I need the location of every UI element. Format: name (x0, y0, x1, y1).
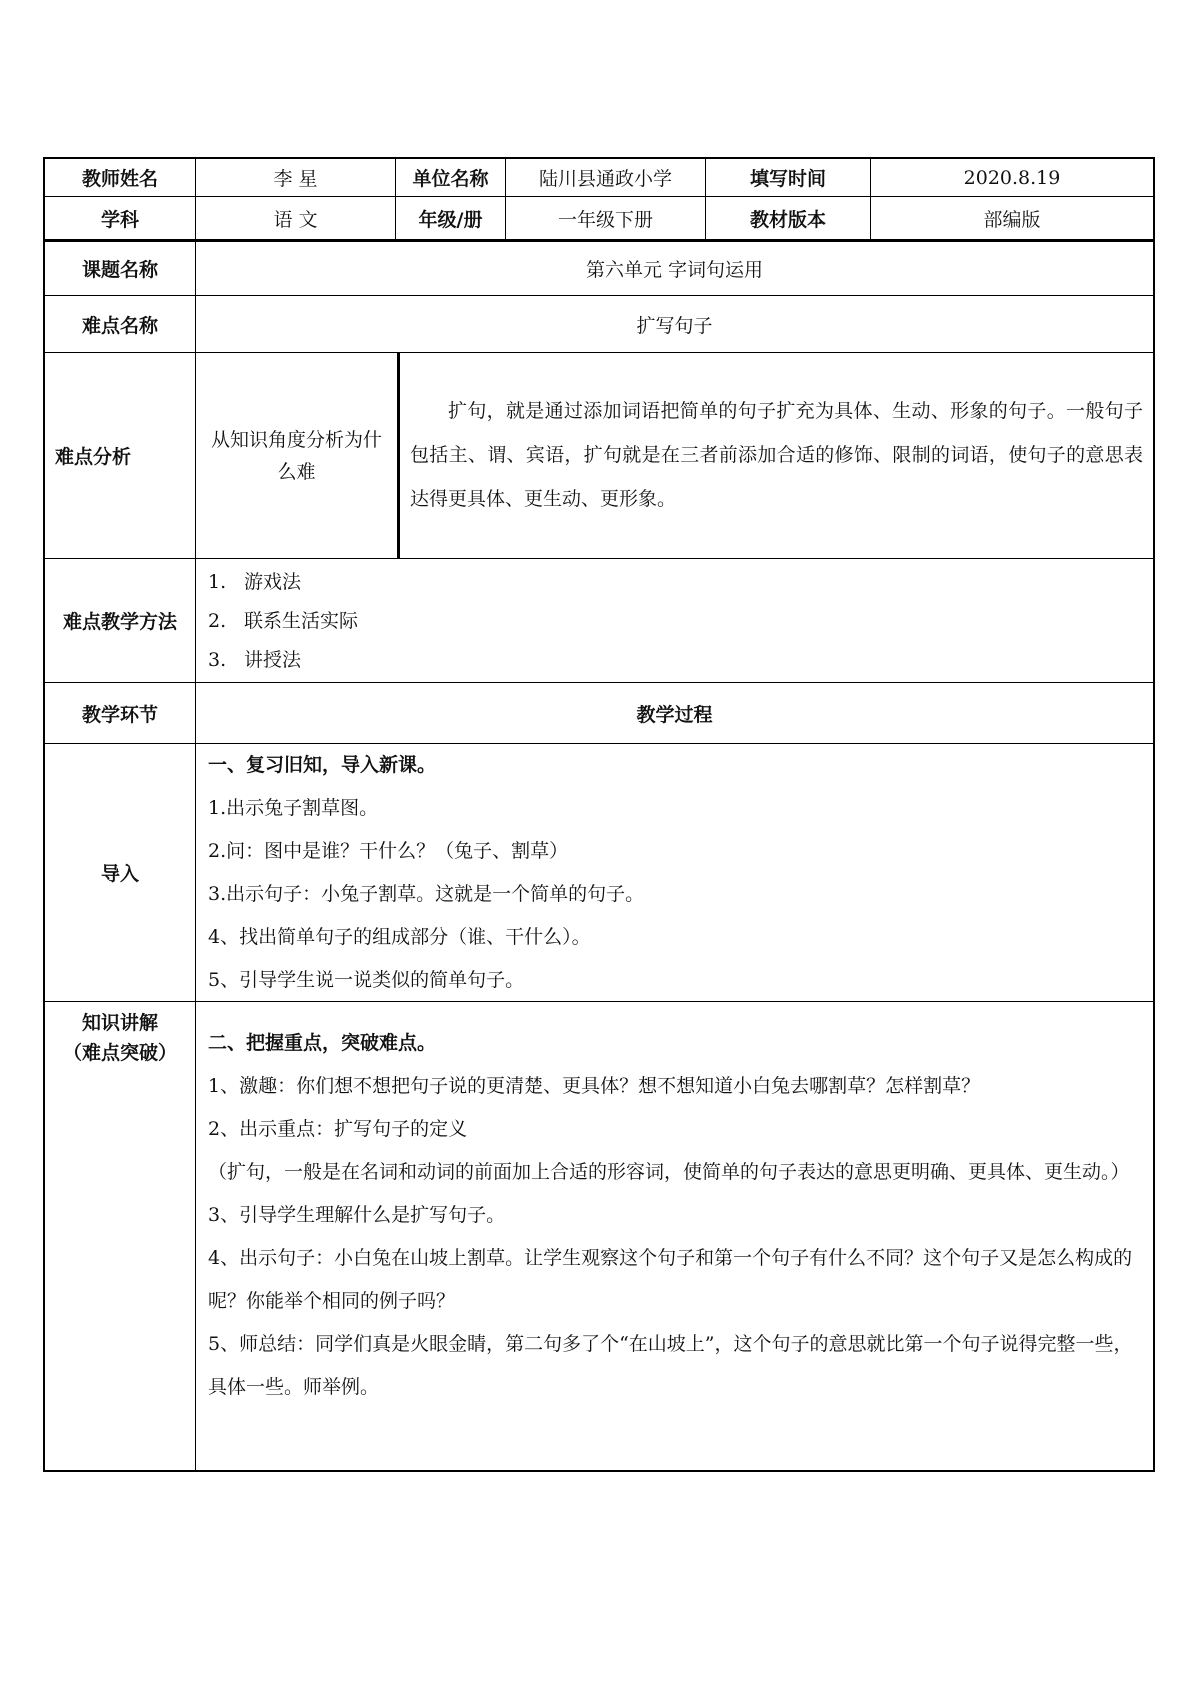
grade-value: 一年级下册 (505, 197, 705, 239)
subject-value: 语 文 (195, 197, 395, 239)
fill-date-value: 2020.8.19 (870, 159, 1153, 196)
list-item: 3.出示句子：小兔子割草。这就是一个简单的句子。 (208, 883, 645, 905)
analysis-angle: 从知识角度分析为什么难 (195, 353, 399, 558)
stage-label: 教学环节 (81, 703, 158, 726)
unit-name-value: 陆川县通政小学 (505, 159, 705, 196)
edition-label: 教材版本 (705, 197, 870, 239)
intro-heading: 一、复习旧知，导入新课。 (208, 754, 437, 776)
knowledge-label: 知识讲解 （难点突破） (62, 1012, 177, 1064)
list-item: 5、引导学生说一说类似的简单句子。 (208, 969, 525, 991)
topic-label: 课题名称 (81, 259, 158, 281)
teacher-name-label: 教师姓名 (81, 168, 158, 190)
list-item: 2.问：图中是谁？干什么？（兔子、割草） (208, 840, 569, 862)
intro-content (195, 744, 1153, 1001)
header-row-1 (43, 157, 1155, 197)
header-row-2 (43, 197, 1155, 240)
analysis-label: 难点分析 (55, 446, 132, 468)
topic-row (43, 240, 1155, 296)
teacher-name-value: 李 星 (195, 159, 395, 196)
intro-label: 导入 (100, 863, 139, 885)
list-item: 2. 联系生活实际 (208, 610, 359, 632)
process-label: 教学过程 (195, 683, 1153, 743)
unit-name-label: 单位名称 (395, 159, 505, 196)
difficulty-value: 扩写句子 (195, 296, 1153, 352)
knowledge-row (43, 1002, 1155, 1472)
list-item: 2、出示重点：扩写句子的定义 (208, 1118, 468, 1140)
edition-value: 部编版 (870, 197, 1153, 239)
list-item: 3、引导学生理解什么是扩写句子。 (208, 1204, 506, 1226)
intro-row (43, 744, 1155, 1002)
difficulty-label: 难点名称 (81, 314, 158, 337)
methods-row (43, 559, 1155, 683)
list-item: 4、找出简单句子的组成部分（谁、干什么）。 (208, 926, 591, 948)
subject-label: 学科 (100, 208, 139, 231)
process-header-row (43, 683, 1155, 744)
list-item: 1. 游戏法 (208, 571, 302, 593)
knowledge-content (195, 1002, 1153, 1470)
methods-list (195, 559, 1153, 682)
lesson-plan-table (43, 157, 1155, 1472)
list-item: （扩句，一般是在名词和动词的前面加上合适的形容词，使简单的句子表达的意思更明确、更具体、更生动。） (208, 1161, 1130, 1183)
analysis-row (43, 353, 1155, 559)
list-item: 5、师总结：同学们真是火眼金睛，第二句多了个“在山坡上”，这个句子的意思就比第一个句子说得完整一些，具体一些。师举例。 (208, 1333, 1133, 1398)
list-item: 1、激趣：你们想不想把句子说的更清楚、更具体？想不想知道小白兔去哪割草？怎样割草？ (208, 1075, 981, 1097)
list-item: 1.出示兔子割草图。 (208, 797, 379, 819)
difficulty-row (43, 296, 1155, 353)
list-item: 3. 讲授法 (208, 649, 302, 671)
fill-date-label: 填写时间 (705, 159, 870, 196)
methods-label: 难点教学方法 (62, 611, 177, 633)
analysis-text: 扩句，就是通过添加词语把简单的句子扩充为具体、生动、形象的句子。一般句子包括主、谓、宾语，扩句就是在三者前添加合适的修饰、限制的词语，使句子的意思表达得更具体、更生动、更形象。 (399, 353, 1153, 558)
topic-value: 第六单元 字词句运用 (195, 242, 1153, 295)
knowledge-heading: 二、把握重点，突破难点。 (208, 1032, 437, 1054)
list-item: 4、出示句子：小白兔在山坡上割草。让学生观察这个句子和第一个句子有什么不同？这个句子又是怎么构成的呢？你能举个相同的例子吗？ (208, 1247, 1133, 1312)
grade-label: 年级/册 (395, 197, 505, 239)
